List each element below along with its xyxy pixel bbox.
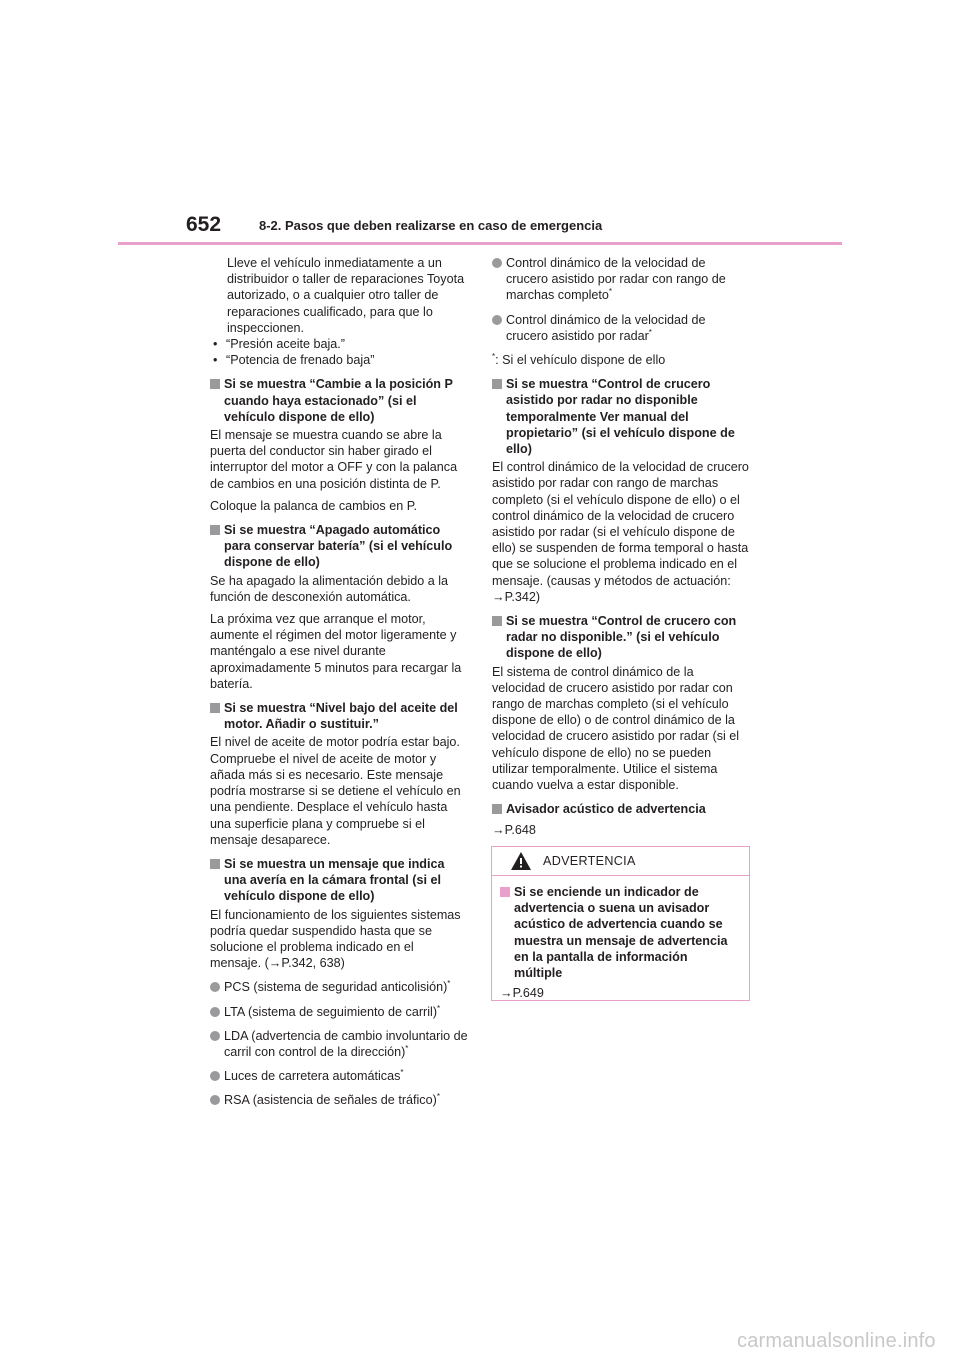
system-item	[210, 1068, 468, 1084]
right-column	[492, 255, 750, 838]
footnote-mark: *	[608, 287, 613, 297]
section-title: Avisador acústico de advertencia	[506, 802, 706, 817]
section-title: Si se muestra “Control de crucero asistido por radar no disponible temporalmente Ver manual del propietario” (si el vehículo dispone de ello)	[506, 377, 735, 457]
footnote-mark: *	[648, 327, 652, 337]
system-item	[210, 1004, 468, 1020]
warning-title: ADVERTENCIA	[543, 854, 636, 868]
warning-heading-text: Si se enciende un indicador de advertencia o suena un avisador acústico de advertencia cuando se muestra un mensaje de advertencia en la pantalla de información múltiple	[514, 885, 728, 981]
system-text: LDA (advertencia de cambio involuntario de carril con control de la dirección)	[224, 1028, 468, 1059]
page-reference: →P.648	[492, 822, 536, 837]
paragraph: El mensaje se muestra cuando se abre la puerta del conductor sin haber girado el interruptor del motor a OFF y con la palanca de cambios en una posición distinta de P.	[210, 428, 458, 491]
paragraph: Se ha apagado la alimentación debido a la función de desconexión automática.	[210, 573, 449, 604]
footnote-mark: *	[437, 1003, 441, 1013]
section-heading	[492, 376, 750, 457]
circle-bullet-icon	[210, 1095, 220, 1105]
circle-bullet-icon	[210, 982, 220, 992]
footnote-text: : Si el vehículo dispone de ello	[495, 353, 666, 368]
bullet-item	[210, 352, 468, 368]
section-heading	[210, 376, 468, 425]
section-heading	[492, 801, 750, 817]
system-text: Luces de carretera automáticas	[224, 1069, 401, 1084]
square-bullet-icon	[492, 616, 502, 626]
footnote	[492, 352, 750, 368]
square-bullet-icon	[492, 804, 502, 814]
section-title: Si se muestra un mensaje que indica una avería en la cámara frontal (si el vehículo dispone de ello)	[224, 856, 445, 904]
system-item	[210, 1028, 468, 1060]
system-text: Control dinámico de la velocidad de crucero asistido por radar con rango de marchas completo	[506, 256, 726, 303]
system-item	[210, 979, 468, 995]
square-bullet-icon	[210, 859, 220, 869]
square-bullet-icon	[210, 703, 220, 713]
square-bullet-icon	[210, 379, 220, 389]
system-text: Control dinámico de la velocidad de crucero asistido por radar	[506, 312, 706, 343]
section-heading	[210, 522, 468, 571]
warning-body	[492, 876, 749, 1001]
section-heading	[492, 613, 750, 662]
paragraph: El funcionamiento de los siguientes sistemas podría quedar suspendido hasta que se solucione el problema indicado en el mensaje. (→P.342, 638)	[210, 907, 461, 971]
footnote-mark: *	[436, 1092, 440, 1102]
circle-bullet-icon	[210, 1031, 220, 1041]
intro-paragraph: Lleve el vehículo inmediatamente a un distribuidor o taller de reparaciones Toyota autorizado, o a cualquier otro taller de reparaciones cualificado, para que lo inspeccionen.	[227, 256, 465, 335]
circle-bullet-icon	[492, 258, 502, 268]
bullet-text: “Presión aceite baja.”	[226, 337, 346, 352]
footnote-mark: *	[400, 1067, 404, 1077]
section-heading	[210, 856, 468, 905]
bullet-item	[210, 336, 468, 352]
paragraph: El control dinámico de la velocidad de crucero asistido por radar con rango de marchas completo (si el vehículo dispone de ello) o el control dinámico de la velocidad de crucero asistido por radar (si el vehículo dispone de ello) se suspenden de forma temporal o hasta que se solucione el problema indicado en el mensaje. (causas y métodos de actuación: →P.342)	[492, 460, 749, 604]
square-bullet-icon	[492, 379, 502, 389]
bullet-text: “Potencia de frenado baja”	[226, 353, 375, 368]
warning-header	[492, 847, 749, 876]
footnote-mark: *	[405, 1043, 409, 1053]
footnote-mark: *	[447, 979, 451, 989]
paragraph: El nivel de aceite de motor podría estar bajo. Compruebe el nivel de aceite de motor y añada más si es necesario. Este mensaje podría mostrarse si se detiene el vehículo en una pendiente. Desplace el vehículo hasta una superficie plana y compruebe si el mensaje desaparece.	[210, 735, 461, 847]
paragraph: La próxima vez que arranque el motor, aumente el régimen del motor ligeramente y manténgalo a ese nivel durante aproximadamente 5 minutos para recargar la batería.	[210, 612, 462, 691]
section-title: Si se muestra “Nivel bajo del aceite del motor. Añadir o sustituir.”	[224, 701, 458, 732]
section-title: Si se muestra “Cambie a la posición P cuando haya estacionado” (si el vehículo dispone de ello)	[224, 377, 453, 424]
warning-triangle-icon	[510, 851, 532, 871]
system-text: PCS (sistema de seguridad anticolisión)	[224, 980, 448, 995]
bullet-dot: •	[213, 353, 218, 368]
system-item	[492, 255, 750, 304]
section-heading	[210, 700, 468, 732]
warning-box	[491, 846, 750, 1001]
section-title: Si se muestra “Apagado automático para conservar batería” (si el vehículo dispone de ello)	[224, 523, 453, 570]
paragraph: Coloque la palanca de cambios en P.	[210, 498, 418, 513]
square-bullet-icon	[500, 887, 510, 897]
warning-heading	[500, 884, 737, 981]
system-item	[492, 312, 750, 344]
left-column	[210, 255, 468, 1109]
page-header	[0, 0, 960, 248]
bullet-dot: •	[213, 337, 218, 352]
page-reference: →P.649	[500, 986, 544, 1001]
footnote-mark: *	[492, 351, 496, 361]
system-item	[210, 1092, 468, 1108]
site-watermark: carmanualsonline.info	[737, 1330, 936, 1352]
circle-bullet-icon	[210, 1007, 220, 1017]
square-bullet-icon	[210, 525, 220, 535]
system-text: LTA (sistema de seguimiento de carril)	[224, 1004, 438, 1019]
section-title: Si se muestra “Control de crucero con radar no disponible.” (si el vehículo dispone de ello)	[506, 614, 737, 661]
header-rule	[118, 242, 842, 245]
paragraph: El sistema de control dinámico de la velocidad de crucero asistido por radar con rango de marchas completo (si el vehículo dispone de ello) o de control dinámico de la velocidad de crucero asistido por radar (si el vehículo dispone de ello) no se pueden utilizar temporalmente. Utilice el sistema cuando vuelva a estar disponible.	[492, 664, 740, 793]
chapter-title: 8-2. Pasos que deben realizarse en caso de emergencia	[259, 218, 603, 233]
page-number: 652	[186, 213, 222, 236]
circle-bullet-icon	[210, 1071, 220, 1081]
system-text: RSA (asistencia de señales de tráfico)	[224, 1093, 437, 1108]
circle-bullet-icon	[492, 315, 502, 325]
